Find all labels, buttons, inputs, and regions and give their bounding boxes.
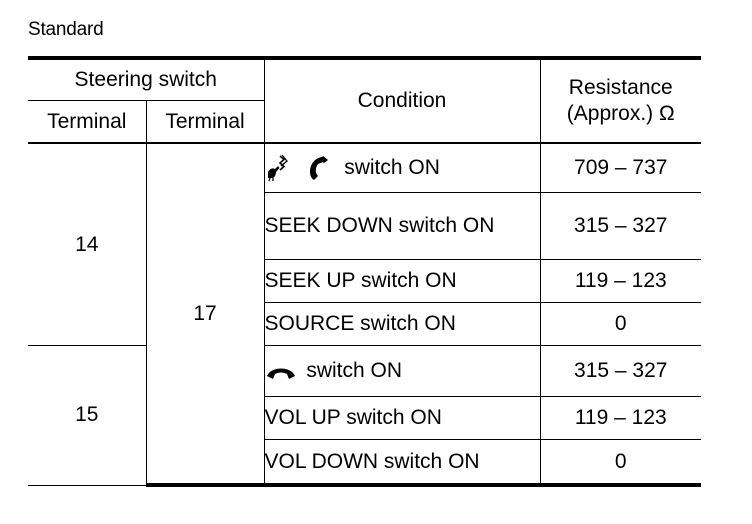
resistance-cell: 315 – 327	[540, 346, 701, 397]
phone-pickup-icon	[304, 154, 332, 182]
resistance-cell: 709 – 737	[540, 143, 701, 193]
resistance-cell: 315 – 327	[540, 193, 701, 260]
condition-cell: SOURCE switch ON	[264, 303, 540, 346]
resistance-cell: 0	[540, 440, 701, 486]
terminal-header-b: Terminal	[146, 101, 264, 144]
resistance-header-line2: (Approx.) Ω	[566, 102, 675, 125]
terminal-cell-upper: 14	[28, 143, 146, 346]
voice-talk-icon	[265, 154, 293, 182]
condition-header: Condition	[264, 58, 540, 143]
condition-cell: VOL DOWN switch ON	[264, 440, 540, 486]
condition-cell: SEEK DOWN switch ON	[264, 193, 540, 260]
steering-switch-header: Steering switch	[28, 58, 264, 101]
terminal-cell-lower: 15	[28, 346, 146, 486]
terminal-header-a: Terminal	[28, 101, 146, 144]
phone-hangup-icon	[265, 363, 297, 381]
condition-cell	[264, 143, 540, 193]
condition-cell: SEEK UP switch ON	[264, 260, 540, 303]
condition-text: switch ON	[344, 155, 440, 179]
resistance-table	[28, 56, 701, 487]
condition-text: switch ON	[306, 359, 403, 383]
resistance-cell: 119 – 123	[540, 397, 701, 440]
resistance-cell: 119 – 123	[540, 260, 701, 303]
table-row	[28, 143, 701, 193]
table-caption: Standard	[28, 19, 104, 40]
condition-cell: VOL UP switch ON	[264, 397, 540, 440]
condition-cell	[264, 346, 540, 397]
resistance-header	[540, 58, 701, 143]
terminal-cell-common: 17	[146, 143, 264, 485]
resistance-header-line1: Resistance	[568, 76, 673, 100]
resistance-cell: 0	[540, 303, 701, 346]
table-row	[28, 346, 701, 397]
